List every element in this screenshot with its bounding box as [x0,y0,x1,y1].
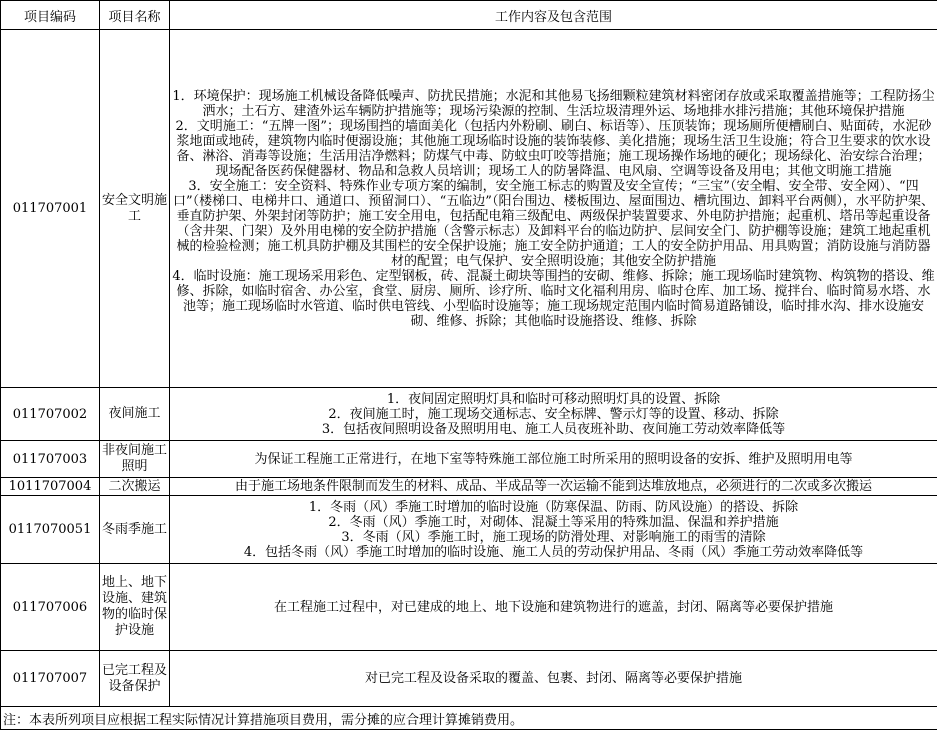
item-name: 已完工程及设备保护 [100,651,170,707]
item-code: 011707003 [1,441,100,478]
content-line: 4．包括冬雨（风）季施工时增加的临时设施、施工人员的劳动保护用品、冬雨（风）季施工劳动效率降低等 [243,544,864,560]
item-name: 二次搬运 [100,478,170,496]
item-code: 011707006 [1,564,100,651]
content-line: 对已完工程及设备采取的覆盖、包裹、封闭、隔离等必要保护措施 [364,671,742,686]
table-row [1,651,937,707]
item-name: 冬雨季施工 [100,496,170,564]
table-row [1,388,937,441]
content-line: 3．安全施工：安全资料、特殊作业专项方案的编制，安全施工标志的购置及安全宣传；“三宝”（安全帽、安全带、安全网）、“四口”（楼梯口、电梯井口、通道口、预留洞口）、“五临边”（阳台围边、楼板围边、屋面围边、槽坑围边、卸料平台两侧），水平防护架、垂直防护架、外架封闭等防护；施工安全用电，包括配电箱三级配电、两级保护装置要求、外电防护措施；起重机、塔吊等起重设备（含井架、门架）及外用电梯的安全防护措施（含警示标志）及卸料平台的临边防护、层间安全门、防护棚等设施；建筑工地起重机械的检验检测；施工机具防护棚及其围栏的安全保护设施；施工安全防护通道；工人的安全防护用品、用具购置；消防设施与消防器材的配置；电气保护、安全照明设施；其他安全防护措施 [173,178,934,269]
table-note: 注：本表所列项目应根据工程实际情况计算措施项目费用，需分摊的应合理计算摊销费用。 [1,707,937,730]
item-code: 0117070051 [1,496,100,564]
content-line: 2．夜间施工时，施工现场交通标志、安全标牌、警示灯等的设置、移动、拆除 [328,406,779,422]
content-line: 由于施工场地条件限制而发生的材料、成品、半成品等一次运输不能到达堆放地点，必须进行的二次或多次搬运 [234,479,872,494]
content-line: 1．冬雨（风）季施工时增加的临时设施（防寒保温、防雨、防风设施）的搭设、拆除 [308,499,799,515]
item-content [170,564,937,651]
content-line: 1．环境保护：现场施工机械设备降低噪声、防扰民措施；水泥和其他易飞扬细颗粒建筑材料密闭存放或采取覆盖措施等；工程防扬尘洒水；土石方、建渣外运车辆防护措施等；现场污染源的控制、生活垃圾清理外运、场地排水排污措施；其他环境保护措施 [172,88,935,119]
item-name: 夜间施工 [100,388,170,441]
header-name: 项目名称 [100,1,170,30]
item-name: 非夜间施工照明 [100,441,170,478]
table-row [1,564,937,651]
item-content [170,651,937,707]
item-content [170,388,937,441]
item-code: 1011707004 [1,478,100,496]
item-code: 011707007 [1,651,100,707]
item-content [170,30,937,388]
table-row [1,441,937,478]
header-code: 项目编码 [1,1,100,30]
item-name: 地上、地下设施、建筑物的临时保护设施 [100,564,170,651]
item-code: 011707002 [1,388,100,441]
item-name: 安全文明施工 [100,30,170,388]
table-row [1,478,937,496]
item-content [170,496,937,564]
content-line: 在工程施工过程中，对已建成的地上、地下设施和建筑物进行的遮盖，封闭、隔离等必要保护措施 [273,599,833,615]
content-line: 为保证工程施工正常进行，在地下室等特殊施工部位施工时所采用的照明设备的安拆、维护及照明用电等 [254,451,853,467]
content-line: 4．临时设施：施工现场采用彩色、定型钢板，砖、混凝土砌块等围挡的安砌、维修、拆除；施工现场临时建筑物、构筑物的搭设、维修、拆除，如临时宿舍、办公室，食堂、厨房、厕所、诊疗所、临时文化福利用房、临时仓库、加工场、搅拌台、临时简易水塔、水池等；施工现场临时水管道、临时供电管线、小型临时设施等；施工现场规定范围内临时简易道路铺设，临时排水沟、排水设施安砌、维修、拆除；其他临时设施搭设、维修、拆除 [172,268,935,329]
table-note-row [1,707,937,730]
content-line: 2．冬雨（风）季施工时，对砌体、混凝土等采用的特殊加温、保温和养护措施 [328,514,779,530]
table-header-row [1,1,937,30]
content-line: 3．冬雨（风）季施工时，施工现场的防滑处理、对影响施工的雨雪的清除 [341,529,766,545]
item-content [170,441,937,478]
item-content [170,478,937,496]
header-content: 工作内容及包含范围 [170,1,937,30]
content-line: 3．包括夜间照明设备及照明用电、施工人员夜班补助、夜间施工劳动效率降低等 [321,421,786,437]
content-line: 1．夜间固定照明灯具和临时可移动照明灯具的设置、拆除 [386,391,721,407]
item-code: 011707001 [1,30,100,388]
table-row [1,30,937,388]
content-line: 2．文明施工：“五牌一图”；现场围挡的墙面美化（包括内外粉刷、刷白、标语等）、压顶装饰；现场厕所便槽刷白、贴面砖，水泥砂浆地面或地砖，建筑物内临时便溺设施；其他施工现场临时设施的装饰装修、美化措施；现场生活卫生设施；符合卫生要求的饮水设备、淋浴、消毒等设施；生活用洁净燃料；防煤气中毒、防蚊虫叮咬等措施；施工现场操作场地的硬化；现场绿化、治安综合治理；现场配备医药保健器材、物品和急救人员培训；现场工人的防暑降温、电风扇、空调等设备及用电；其他文明施工措施 [175,118,932,179]
table-row [1,496,937,564]
